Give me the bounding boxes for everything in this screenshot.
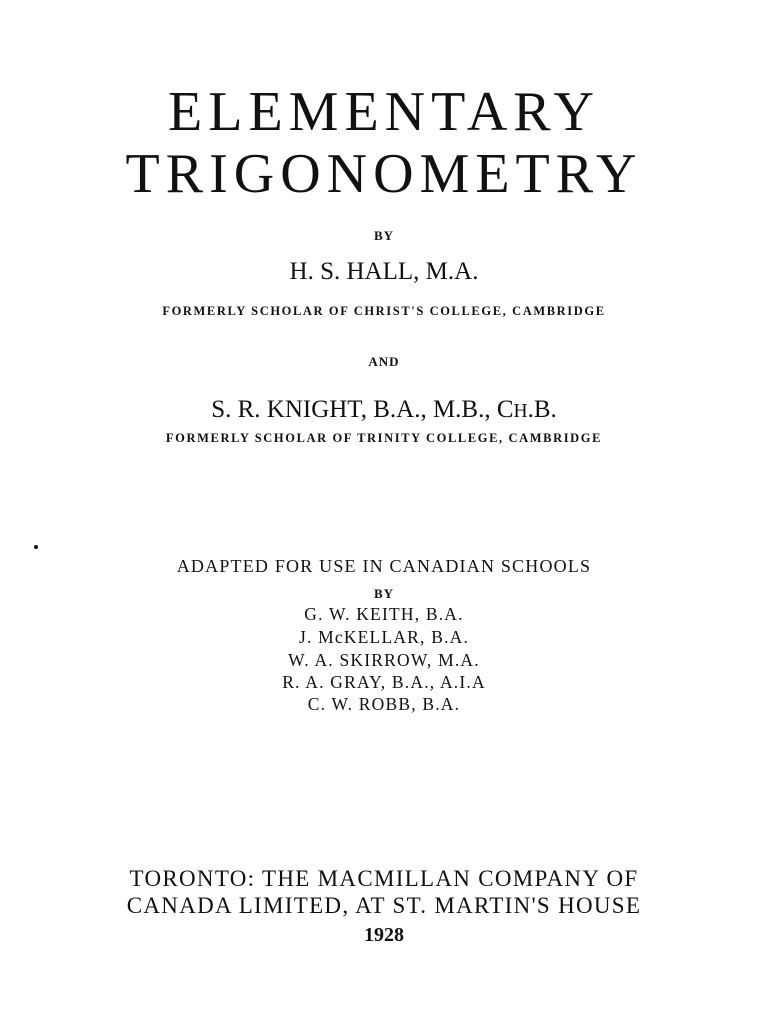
author-knight-name: S. R. KNIGHT, B.A., M.B., C [211,396,514,423]
title-line-1: ELEMENTARY [168,81,600,143]
author-knight-tail: .B. [527,396,557,423]
author-hall: H. S. HALL, M.A. [289,258,479,285]
adaptation-heading: ADAPTED FOR USE IN CANADIAN SCHOOLS [176,556,592,576]
publisher-line-1: TORONTO: THE MACMILLAN COMPANY OF [129,866,639,891]
author-knight-affiliation: FORMERLY SCHOLAR OF TRINITY COLLEGE, CAMBRIDGE [165,431,603,445]
by-label: BY [373,228,395,243]
adapter-robb: C. W. ROBB, B.A. [307,694,461,714]
print-speck [34,545,38,549]
adapter-gray: R. A. GRAY, B.A., A.I.A [282,672,486,692]
adapter-mckellar: J. McKELLAR, B.A. [298,627,470,647]
adaptation-by-label: BY [373,586,395,601]
author-hall-affiliation: FORMERLY SCHOLAR OF CHRIST'S COLLEGE, CAMBRIDGE [162,304,606,318]
and-label: AND [368,354,400,369]
title-line-2: TRIGONOMETRY [125,143,643,205]
author-knight-smallcaps: H [513,401,528,422]
adapter-skirrow: W. A. SKIRROW, M.A. [288,650,480,670]
author-knight [0,397,768,422]
publisher-line-2: CANADA LIMITED, AT ST. MARTIN'S HOUSE [126,893,642,918]
adapter-keith: G. W. KEITH, B.A. [304,604,464,624]
publication-year: 1928 [364,924,404,946]
